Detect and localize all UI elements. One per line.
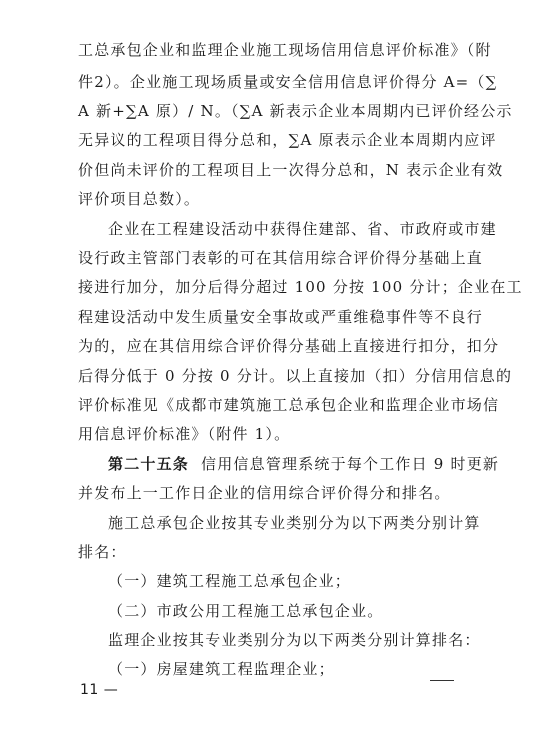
paragraph-line: 监理企业按其专业类别分为以下两类分别计算排名： [108, 631, 481, 649]
page-number: 11 — [80, 682, 119, 698]
footer-rule [430, 680, 454, 681]
paragraph-line: 施工总承包企业按其专业类别分为以下两类分别计算 [108, 514, 481, 532]
paragraph-line: 件2）。企业施工现场质量或安全信用信息评价得分 A=（∑ [78, 73, 498, 91]
paragraph-line: 为的，应在其信用综合评价得分基础上直接进行扣分，扣分 [78, 337, 500, 355]
paragraph-line: 排名： [78, 543, 127, 561]
paragraph-line: 评价项目总数）。 [78, 190, 201, 208]
paragraph-line: A 新+∑A 原）/ N。（∑A 新表示企业本周期内已评价经公示 [78, 102, 513, 120]
article-line [108, 454, 499, 474]
paragraph-line: 企业在工程建设活动中获得住建部、省、市政府或市建 [108, 220, 497, 238]
paragraph-line: 接进行加分，加分后得分超过 100 分按 100 分计；企业在工 [78, 278, 523, 296]
article-line: 并发布上一工作日企业的信用综合评价得分和排名。 [78, 484, 451, 502]
article-heading: 第二十五条 [108, 455, 190, 473]
paragraph-line: 用信息评价标准》（附件 1）。 [78, 425, 291, 443]
paragraph-line: 程建设活动中发生质量安全事故或严重维稳事件等不良行 [78, 308, 484, 326]
paragraph-line: 后得分低于 0 分按 0 分计。以上直接加（扣）分信用信息的 [78, 367, 513, 385]
article-text: 信用信息管理系统于每个工作日 9 时更新 [201, 455, 500, 473]
paragraph-line: 价但尚未评价的工程项目上一次得分总和，N 表示企业有效 [78, 161, 504, 179]
paragraph-line: 工总承包企业和监理企业施工现场信用信息评价标准》（附 [78, 41, 492, 59]
list-item: （一）建筑工程施工总承包企业； [108, 572, 352, 590]
list-item: （二）市政公用工程施工总承包企业。 [108, 602, 384, 620]
paragraph-line: 评价标准见《成都市建筑施工总承包企业和监理企业市场信 [78, 396, 500, 414]
list-item: （一）房屋建筑工程监理企业； [108, 660, 335, 678]
paragraph-line: 设行政主管部门表彰的可在其信用综合评价得分基础上直 [78, 249, 484, 267]
paragraph-line: 无异议的工程项目得分总和，∑A 原表示企业本周期内应评 [78, 131, 497, 149]
